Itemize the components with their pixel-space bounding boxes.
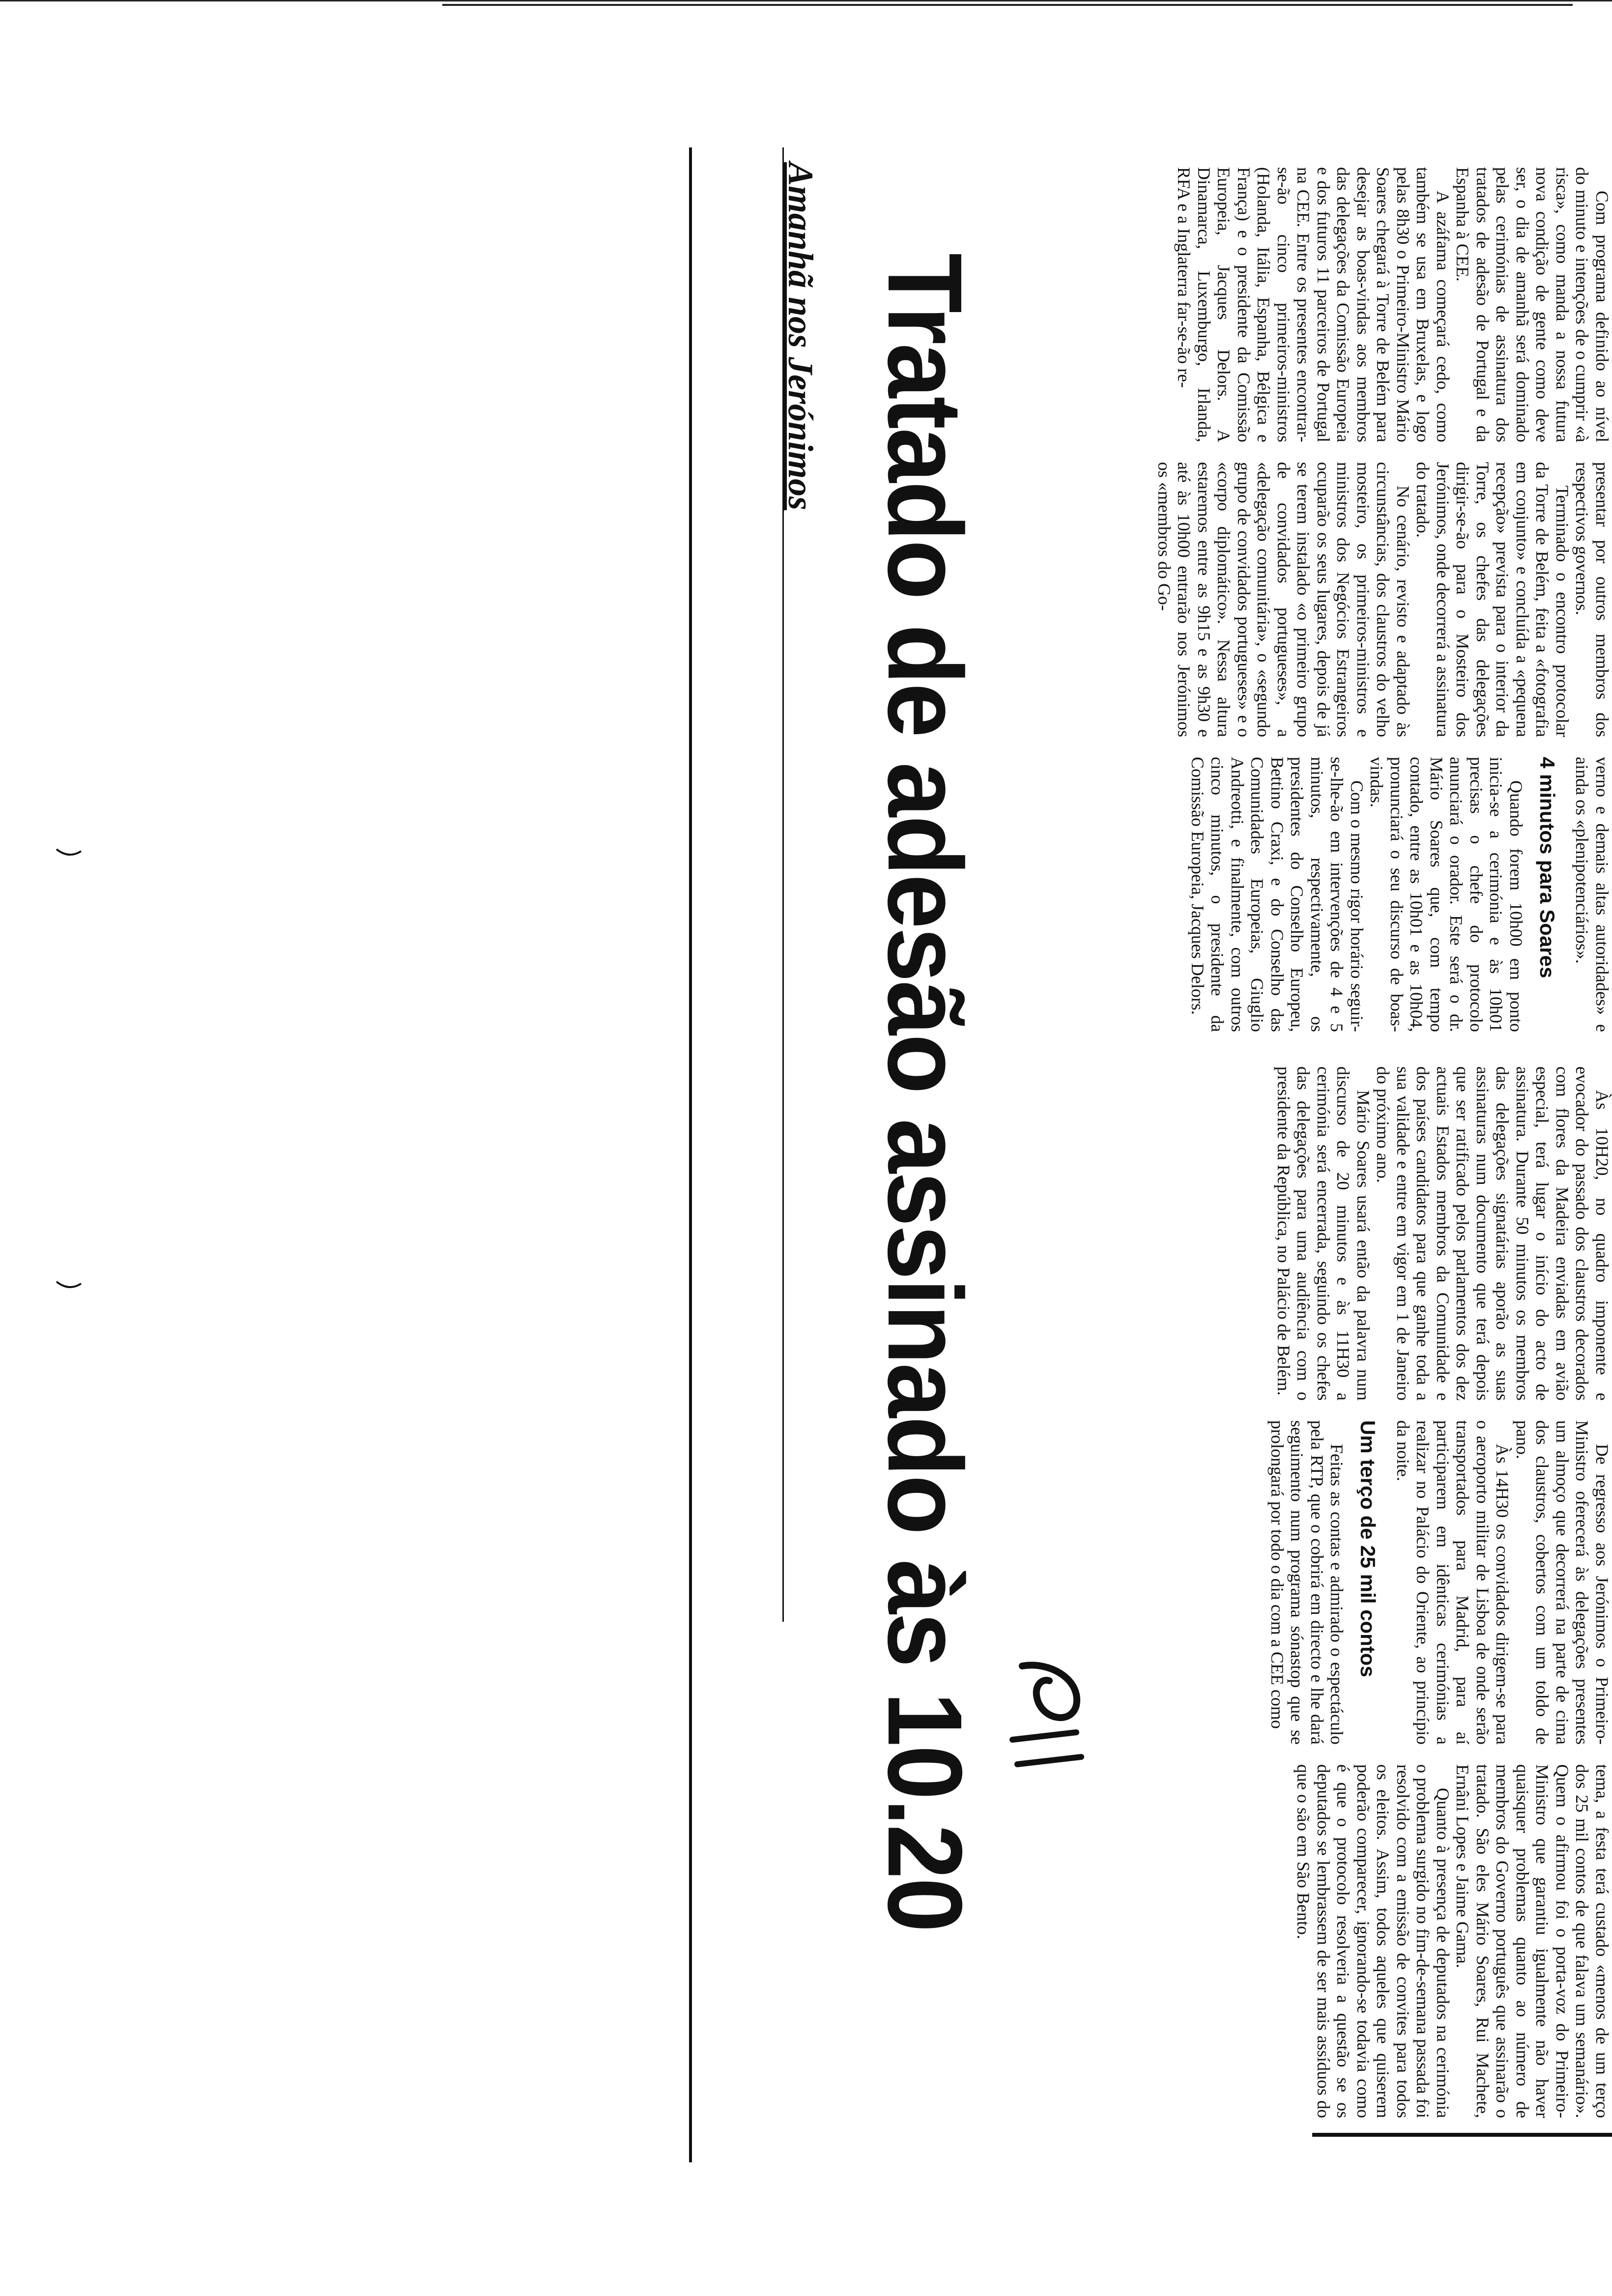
article-paragraph: Quando forem 10h00 em ponto inicia-se a cerimónia e às 10h01 precisas o chefe do protocolo anunciará o orador. Este será o dr. Mário Soares que, com tempo contado, entre as 10h01 e as 10h04, pronunciará o seu discurso de boas-vindas. [1367,757,1526,1032]
clipping-top-rule [689,147,692,2162]
article-paragraph: Com o mesmo rigor horário seguir-se-lhe-ão em intervenções de 4 e 5 minutos, respectivamente, os presidentes do Conselho Europeu, Bettino Craxi, e do Conselho das Comunidades Europeias, Giuglio Andreotti, e finalmente, com outros cinco minutos, o presidente da Comissão Europeia, Jacques Delors. [1188,757,1367,1032]
article-paragraph: Terminado o encontro protocolar da Torre de Belém, feita a «fotografia em conjunto» e concluída a «pequena recepção» prevista para o interior da Torre, os chefes das delegações dirigir-se-ão para o Mosteiro dos Jerónimos, onde decorrerá a assinatura do tratado. [1413,462,1572,737]
article-column [988,757,1612,1032]
article-column [988,462,1612,737]
newspaper-clipping [668,147,1612,2162]
article-paragraph: verno e demais altas autoridades» e ainda os «plenipotenciários». [1572,757,1612,1032]
column-rule [1312,2133,1612,2137]
article-paragraph: Às 14H30 os convidados dirigem-se para o aeroporto militar de Lisboa de onde serão transportados para Madrid, para aí participarem em idênticas cerimónias a realizar no Palácio do Oriente, ao princípio da noite. [1393,1420,1513,1745]
section-subheading: Um terço de 25 mil contos [1356,1420,1380,1677]
article-column [988,1764,1612,2118]
scan-edge-line [0,0,1612,1]
article-column [988,1420,1612,1745]
article-paragraph: presentar por outros membros dos respectivos governos. [1572,462,1612,737]
article-column [988,1066,1612,1401]
article-paragraph: Mário Soares usará então da palavra num discurso de 20 minutos e às 11H30 a cerimónia será encerrada, seguindo os chefes das delegações para uma audiência com o presidente da República, no Palácio de Belém. [1274,1066,1373,1401]
article-headline: Tratado de adesão assinado às 10.20 [866,253,984,1931]
article-paragraph: A azáfama começará cedo, como também se usa em Bruxelas, e logo pelas 8h30 o Primeiro-Ministro Mário Soares chegará à Torre de Belém para desejar as boas-vindas aos membros das delegações da Comissão Europeia e dos futuros 11 parceiros de Portugal na CEE. Entre os presentes encontrar-se-ão cinco primeiros-ministros (Holanda, Itália, Espanha, Bélgica e França) e o presidente da Comissão Europeia, Jacques Delors. A Dinamarca, Luxemburgo, Irlanda, RFA e a Inglaterra far-se-ão re- [1174,167,1453,442]
article-kicker: Amanhã nos Jerónimos [781,162,820,511]
article-paragraph: tema, a festa terá custado «menos de um terço dos 25 mil contos de que falava um semanário». Quem o afirmou foi o porta-voz do Primeiro-Ministro que garantiu igualmente não haver quaisquer problemas quanto ao número de membros do Governo português que assinarão o tratado. São eles Mário Soares, Rui Machete, Ernâni Lopes e Jaime Gama. [1453,1764,1612,2118]
margin-mark [54,1278,84,1297]
article-paragraph: Quanto à presença de deputados na cerimónia o problema surgido no fim-de-semana passada foi resolvido com a emissão de convites para todos os eleitos. Assim, todos aqueles que quiserem poderão comparecer, ignorando-se todavia como é que o protocolo resolveria a questão se os deputados se lembrassem de ser mais assíduos do que o são em São Bento. [1294,1764,1453,2118]
article-column [988,167,1612,442]
article-paragraph: Feitas as contas e admirado o espectáculo pela RTP, que o cobrirá em directo e lhe dará seguimento num programa sónastop que se prolongará por todo o dia com a CEE como [1267,1420,1347,1745]
article-paragraph: Às 10H20, no quadro imponente e evocador do passado dos claustros decorados com flores da Madeira enviadas em avião especial, terá lugar o início do acto de assinatura. Durante 50 minutos os membros das delegações signatárias aporão as suas assinaturas num documento que terá depois que ser ratificado pelos parlamentos dos dez actuais Estados membros da Comunidade e dos países candidatos para que ganhe toda a sua validade e entre em vigor em 1 de Janeiro do próximo ano. [1373,1066,1612,1401]
margin-mark [54,845,84,865]
section-subheading: 4 minutos para Soares [1536,757,1559,978]
scan-edge-line [442,4,1573,6]
article-paragraph: De regresso aos Jerónimos o Primeiro-Ministro oferecerá às delegações presentes um almoço que decorrerá na parte de cima dos claustros, cobertos com um toldo de pano. [1513,1420,1612,1745]
article-paragraph: No cenário, revisto e adaptado às circunstâncias, dos claustros do velho mosteiro, os primeiros-ministros e ministros dos Negócios Estrangeiros ocuparão os seus lugares, depois de já se terem instalado «o primeiro grupo de convidados portugueses», a «delegação comunitária», o «segundo grupo de convidados portugueses» e o «corpo diplomático». Nessa altura estaremos entre as 9h15 e as 9h30 e até às 10h00 entrarão nos Jerónimos os «membros do Go- [1154,462,1413,737]
article-paragraph: Com programa definido ao nível do minuto e intenções de o cumprir «à risca», como manda a nossa futura nova condição de gente como deve ser, o dia de amanhã será dominado pelas cerimónias de assinatura dos tratados de adesão de Portugal e da Espanha à CEE. [1453,167,1612,442]
